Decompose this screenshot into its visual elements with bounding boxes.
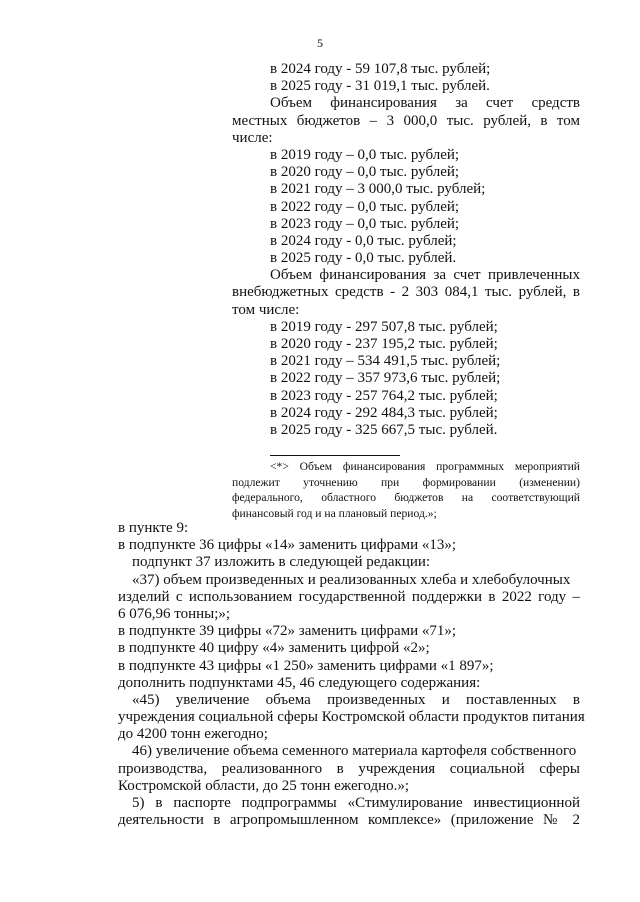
body-line: до 4200 тонн ежегодно;	[118, 726, 268, 743]
body-line: Костромской области, до 25 тонн ежегодно.»;	[118, 777, 410, 794]
financing-line: внебюджетных средств - 2 303 084,1 тыс. рублей, в	[232, 284, 580, 301]
footnote-divider	[270, 455, 400, 456]
financing-line: в 2021 году – 534 491,5 тыс. рублей;	[270, 353, 501, 370]
financing-line: в 2020 году - 237 195,2 тыс. рублей;	[270, 336, 498, 352]
financing-line: в 2022 году – 0,0 тыс. рублей;	[270, 198, 460, 215]
body-line: 5) в паспорте подпрограммы «Стимулирование инвестиционной	[132, 795, 580, 811]
body-line: изделий с использованием государственной поддержки в 2022 году –	[118, 588, 580, 605]
financing-line: в 2019 году – 0,0 тыс. рублей;	[270, 146, 460, 163]
body-line: в пункте 9:	[118, 520, 189, 536]
financing-column	[232, 61, 580, 439]
body-line: 6 076,96 тонны;»;	[118, 605, 231, 622]
body-line: в подпункте 36 цифры «14» заменить цифрами «13»;	[118, 537, 457, 554]
financing-line: в 2024 году - 59 107,8 тыс. рублей;	[270, 61, 491, 77]
financing-line: в 2019 году - 297 507,8 тыс. рублей;	[270, 318, 498, 335]
body-line: подпункт 37 изложить в следующей редакции:	[132, 554, 431, 571]
footnote-line: федерального, областного бюджетов на соответствующий	[232, 491, 580, 505]
body-line: в подпункте 43 цифры «1 250» заменить цифрами «1 897»;	[118, 657, 494, 674]
financing-line: числе:	[232, 129, 273, 146]
body-text	[118, 520, 585, 829]
body-line: учреждения социальной сферы Костромской области продуктов питания	[118, 709, 585, 726]
financing-line: в 2022 году – 357 973,6 тыс. рублей;	[270, 370, 501, 387]
footnote-line: подлежит уточнению при формировании (изменении)	[232, 475, 580, 489]
financing-line: Объем финансирования за счет привлеченных	[270, 267, 580, 284]
page-number: 5	[317, 36, 323, 50]
footnote	[232, 459, 580, 521]
financing-line: в 2024 году - 292 484,3 тыс. рублей;	[270, 404, 498, 421]
financing-line: в 2024 году - 0,0 тыс. рублей;	[270, 232, 457, 249]
financing-line: в 2025 году - 0,0 тыс. рублей.	[270, 250, 457, 267]
body-line: дополнить подпунктами 45, 46 следующего содержания:	[118, 674, 481, 691]
body-line: «37) объем произведенных и реализованных хлеба и хлебобулочных	[132, 571, 571, 588]
financing-line: Объем финансирования за счет средств	[270, 95, 580, 112]
body-line: производства, реализованного в учреждения социальной сферы	[118, 760, 580, 777]
financing-line: в 2023 году – 0,0 тыс. рублей;	[270, 215, 460, 232]
financing-line: в 2020 году – 0,0 тыс. рублей;	[270, 164, 460, 181]
body-line: в подпункте 39 цифры «72» заменить цифрами «71»;	[118, 623, 457, 640]
footnote-line: <*> Объем финансирования программных мероприятий	[270, 460, 580, 473]
financing-line: в 2023 году - 257 764,2 тыс. рублей;	[270, 387, 498, 404]
body-line: «45) увеличение объема произведенных и поставленных в	[132, 691, 580, 708]
footnote-line: финансовый год и на плановый период.»;	[232, 506, 437, 520]
financing-line: в 2021 году – 3 000,0 тыс. рублей;	[270, 181, 486, 198]
financing-line: в 2025 году - 325 667,5 тыс. рублей.	[270, 421, 498, 438]
financing-line: местных бюджетов – 3 000,0 тыс. рублей, в том	[232, 112, 580, 129]
body-line: деятельности в агропромышленном комплексе» (приложение № 2	[118, 812, 580, 829]
financing-line: в 2025 году - 31 019,1 тыс. рублей.	[270, 78, 490, 95]
body-line: в подпункте 40 цифру «4» заменить цифрой «2»;	[118, 640, 430, 657]
body-line: 46) увеличение объема семенного материала картофеля собственного	[132, 743, 577, 760]
financing-line: том числе:	[232, 301, 300, 318]
